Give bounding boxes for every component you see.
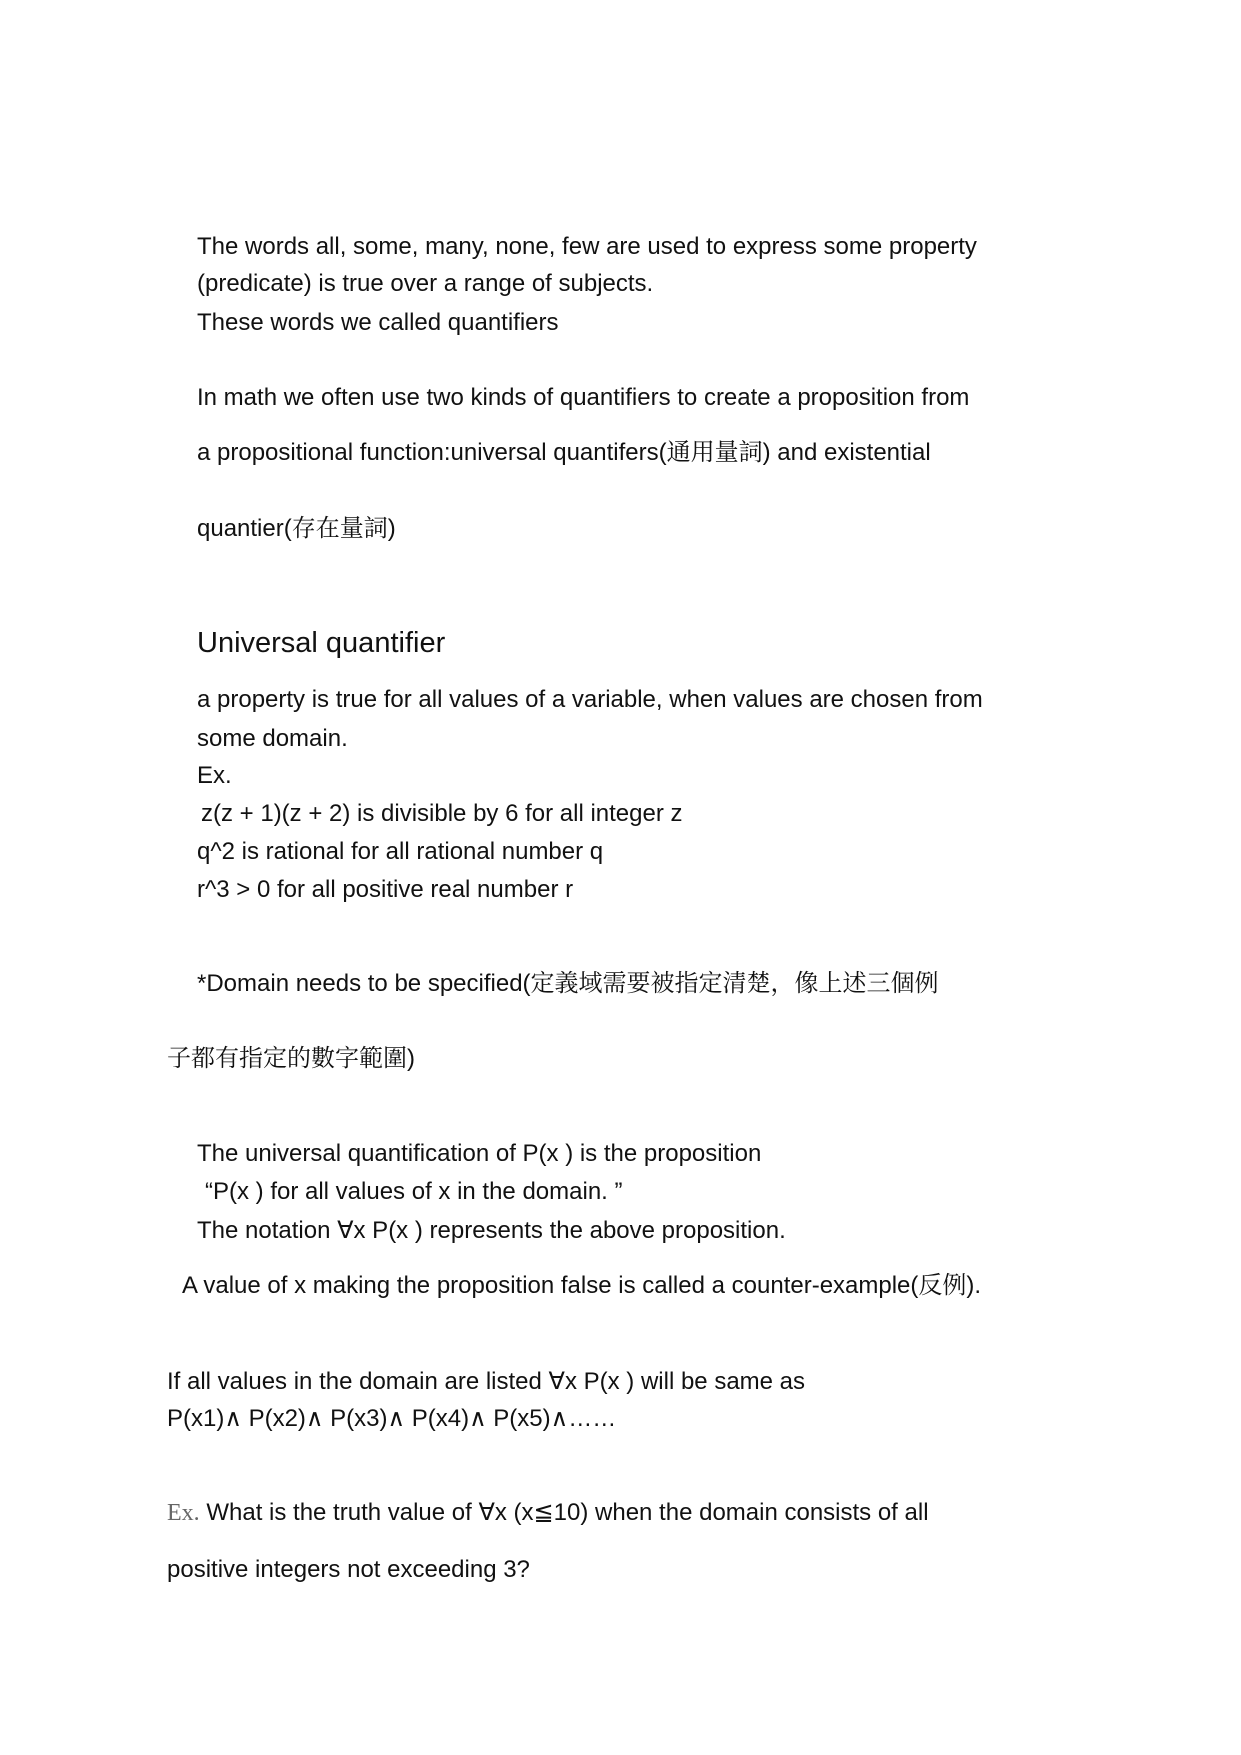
listed-line: P(x1)∧ P(x2)∧ P(x3)∧ P(x4)∧ P(x5)∧…… [167,1405,617,1432]
definition-line: a property is true for all values of a variable, when values are chosen from [197,686,983,713]
listed-line: If all values in the domain are listed ∀x P(x ) will be same as [167,1368,806,1395]
example-line: z(z + 1)(z + 2) is divisible by 6 for all integer z [201,800,683,827]
notation-line: “P(x ) for all values of x in the domain. ” [205,1178,623,1205]
example-line: q^2 is rational for all rational number q [197,838,604,865]
notation-line: The notation ∀x P(x ) represents the above proposition. [197,1217,786,1244]
definition-line: some domain. [197,725,348,752]
intro-line: The words all, some, many, none, few are used to express some property [197,233,977,260]
counter-example-line: A value of x making the proposition false is called a counter-example(反例). [182,1272,982,1299]
math-line: In math we often use two kinds of quantifiers to create a proposition from [197,384,970,411]
notation-line: The universal quantification of P(x ) is the proposition [197,1140,762,1167]
intro-line: (predicate) is true over a range of subjects. [197,270,654,297]
example-question-line: positive integers not exceeding 3? [167,1556,530,1583]
definition-line: Ex. [197,762,232,789]
math-line: a propositional function:universal quantifers(通用量詞) and existential [197,439,931,466]
math-line: quantier(存在量詞) [197,515,396,542]
intro-line: These words we called quantifiers [197,309,559,336]
example-question-line [167,1501,929,1525]
example-question-text: What is the truth value of ∀x (x≦10) when the domain consists of all [199,1499,929,1526]
example-prefix: Ex. [167,1500,200,1526]
domain-note-line: *Domain needs to be specified(定義域需要被指定清楚，像上述三個例 [197,970,939,997]
example-line: r^3 > 0 for all positive real number r [197,876,574,903]
domain-note-line: 子都有指定的數字範圍) [167,1045,415,1072]
section-heading: Universal quantifier [197,627,446,659]
